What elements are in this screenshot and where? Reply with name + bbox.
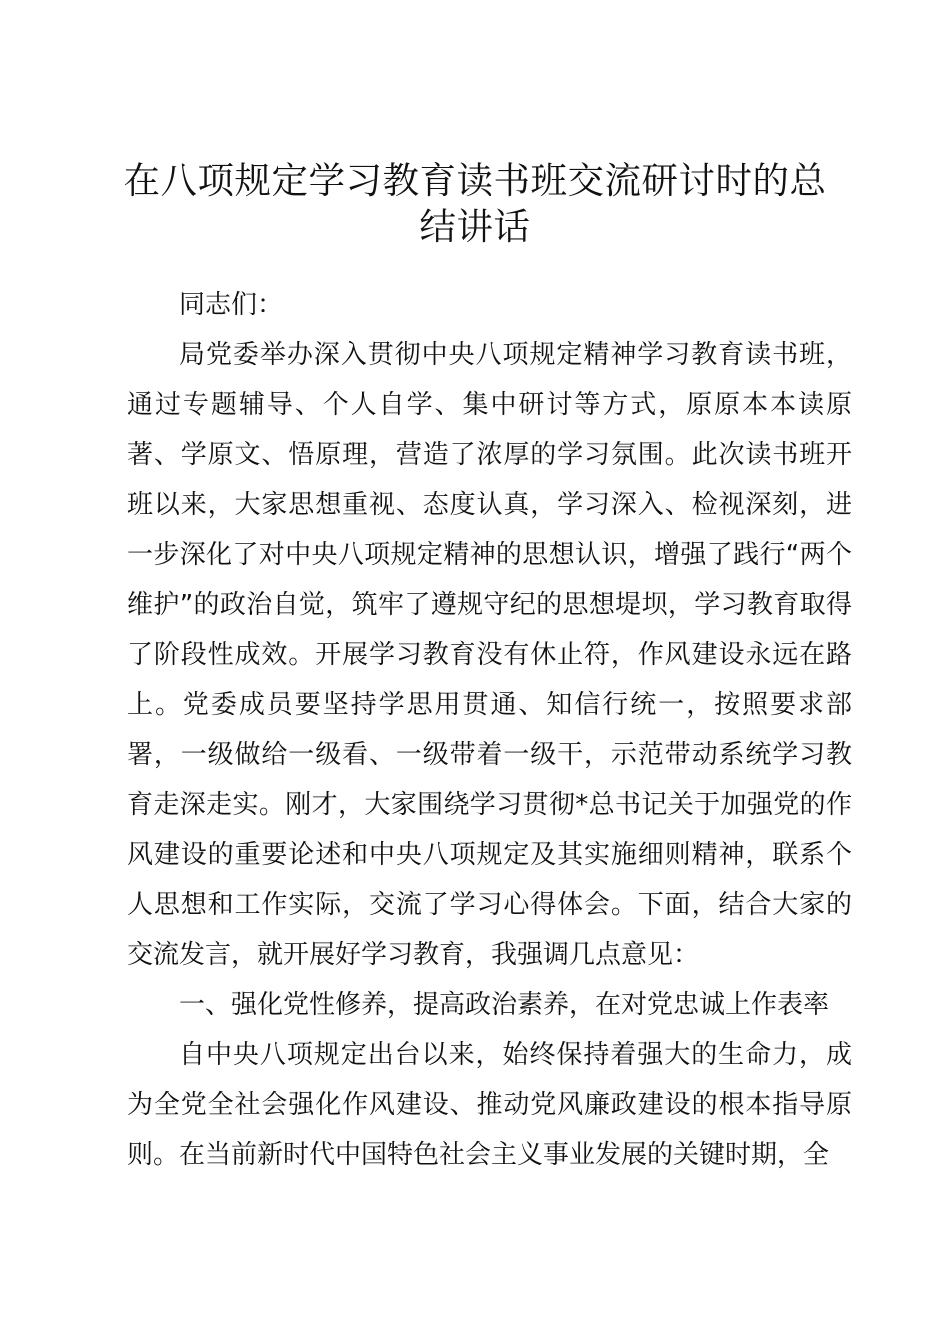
- body-paragraph: 局党委举办深入贯彻中央八项规定精神学习教育读书班，通过专题辅导、个人自学、集中研讨等方式，原原本本读原著、学原文、悟原理，营造了浓厚的学习氛围。此次读书班开班以来，大家思想重视、态度认真，学习深入、检视深刻，进一步深化了对中央八项规定精神的思想认识，增强了践行“两个维护”的政治自觉，筑牢了遵规守纪的思想堤坝，学习教育取得了阶段性成效。开展学习教育没有休止符，作风建设永远在路上。党委成员要坚持学思用贯通、知信行统一，按照要求部署，一级做给一级看、一级带着一级干，示范带动系统学习教育走深走实。刚才，大家围绕学习贯彻*总书记关于加强党的作风建设的重要论述和中央八项规定及其实施细则精神，联系个人思想和工作实际，交流了学习心得体会。下面，结合大家的交流发言，就开展好学习教育，我强调几点意见：: [127, 340, 852, 970]
- document-body: [127, 280, 852, 1180]
- section-heading: 一、强化党性修养，提高政治素养，在对党忠诚上作表率: [179, 990, 830, 1020]
- salutation: 同志们：: [179, 290, 284, 320]
- document-title: 在八项规定学习教育读书班交流研讨时的总结讲话: [123, 159, 827, 248]
- section-paragraph: 自中央八项规定出台以来，始终保持着强大的生命力，成为全党全社会强化作风建设、推动党风廉政建设的根本指导原则。在当前新时代中国特色社会主义事业发展的关键时期，全: [127, 1040, 852, 1170]
